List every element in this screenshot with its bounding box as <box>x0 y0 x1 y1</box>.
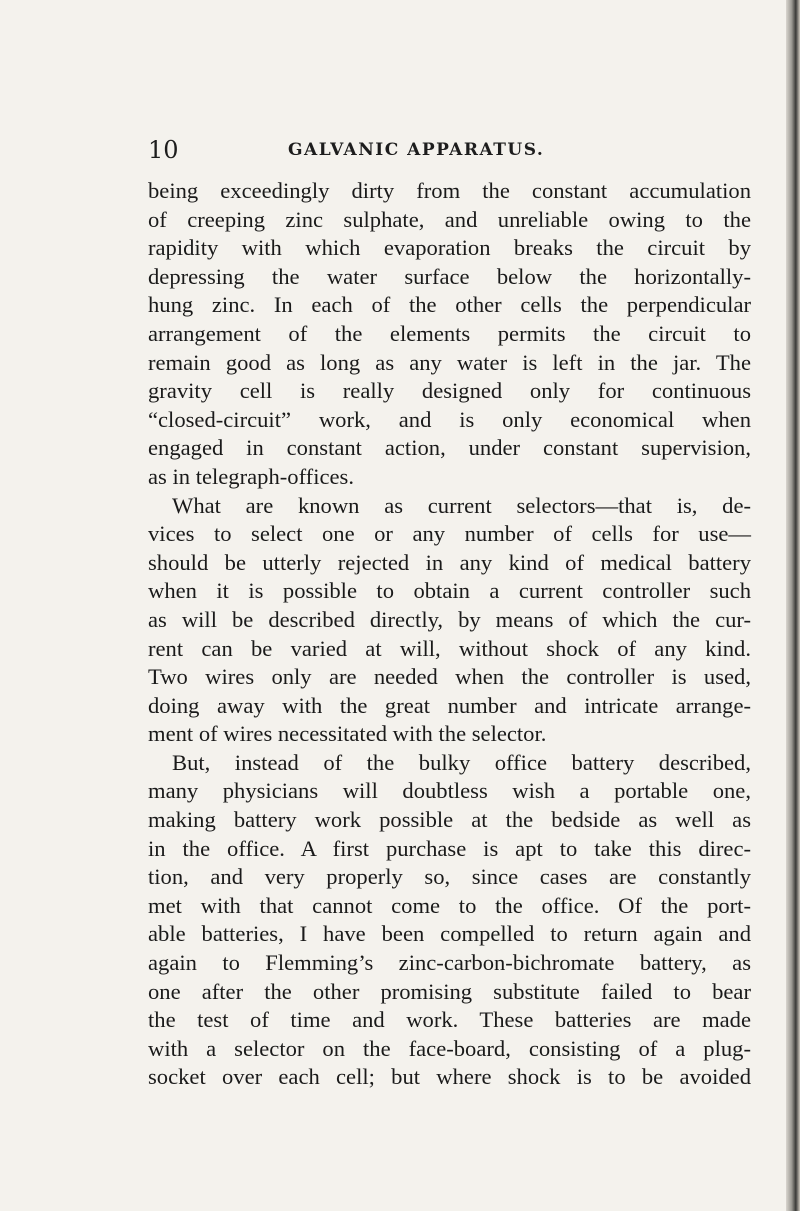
text-line: as will be described directly, by means of which the cur- <box>148 606 751 632</box>
text-line: should be utterly rejected in any kind of medical battery <box>148 549 751 575</box>
text-line: the test of time and work. These batteries are made <box>148 1007 751 1033</box>
page-edge-shadow <box>786 0 800 1211</box>
text-line: remain good as long as any water is left in the jar. The <box>148 349 751 375</box>
body-text <box>148 177 751 1092</box>
paragraph-3 <box>148 749 751 1092</box>
page-number: 10 <box>148 136 179 164</box>
text-line: of creeping zinc sulphate, and unreliable owing to the <box>148 206 751 232</box>
text-line: met with that cannot come to the office. Of the port- <box>148 892 751 918</box>
running-title: GALVANIC APPARATUS. <box>288 140 545 160</box>
paragraph-1 <box>148 177 751 492</box>
text-line: when it is possible to obtain a current controller such <box>148 578 751 604</box>
text-line: hung zinc. In each of the other cells the perpendicular <box>148 292 751 318</box>
text-line: vices to select one or any number of cells for use— <box>148 521 751 547</box>
text-line: being exceedingly dirty from the constant accumulation <box>148 178 751 203</box>
text-line: rapidity with which evaporation breaks the circuit by <box>148 235 751 261</box>
text-line: engaged in constant action, under constant supervision, <box>148 435 751 461</box>
text-line: gravity cell is really designed only for continuous <box>148 378 751 404</box>
text-line: depressing the water surface below the horizontally- <box>148 263 751 289</box>
text-line: tion, and very properly so, since cases are constantly <box>148 864 751 890</box>
text-line: arrangement of the elements permits the circuit to <box>148 320 751 346</box>
text-line: many physicians will doubtless wish a portable one, <box>148 778 751 804</box>
text-line: doing away with the great number and intricate arrange- <box>148 692 751 718</box>
text-line: Two wires only are needed when the controller is used, <box>148 664 751 690</box>
text-line: socket over each cell; but where shock is to be avoided <box>148 1064 751 1090</box>
text-line: making battery work possible at the bedside as well as <box>148 807 751 833</box>
text-line: able batteries, I have been compelled to return again and <box>148 921 751 947</box>
text-line: in the office. A first purchase is apt to take this direc- <box>148 835 751 861</box>
text-line: “closed-circuit” work, and is only economical when <box>148 406 751 432</box>
text-line: What are known as current selectors—that is, de- <box>172 492 751 518</box>
text-line: one after the other promising substitute failed to bear <box>148 978 751 1004</box>
text-line: again to Flemming’s zinc-carbon-bichromate battery, as <box>148 950 751 976</box>
paragraph-2 <box>148 492 751 749</box>
text-line: as in telegraph-offices. <box>148 463 354 489</box>
text-line: with a selector on the face-board, consisting of a plug- <box>148 1035 751 1061</box>
text-line: rent can be varied at will, without shock of any kind. <box>148 635 751 661</box>
text-line: ment of wires necessitated with the selector. <box>148 721 547 747</box>
text-line: But, instead of the bulky office battery described, <box>172 749 751 775</box>
page-header <box>148 130 748 170</box>
